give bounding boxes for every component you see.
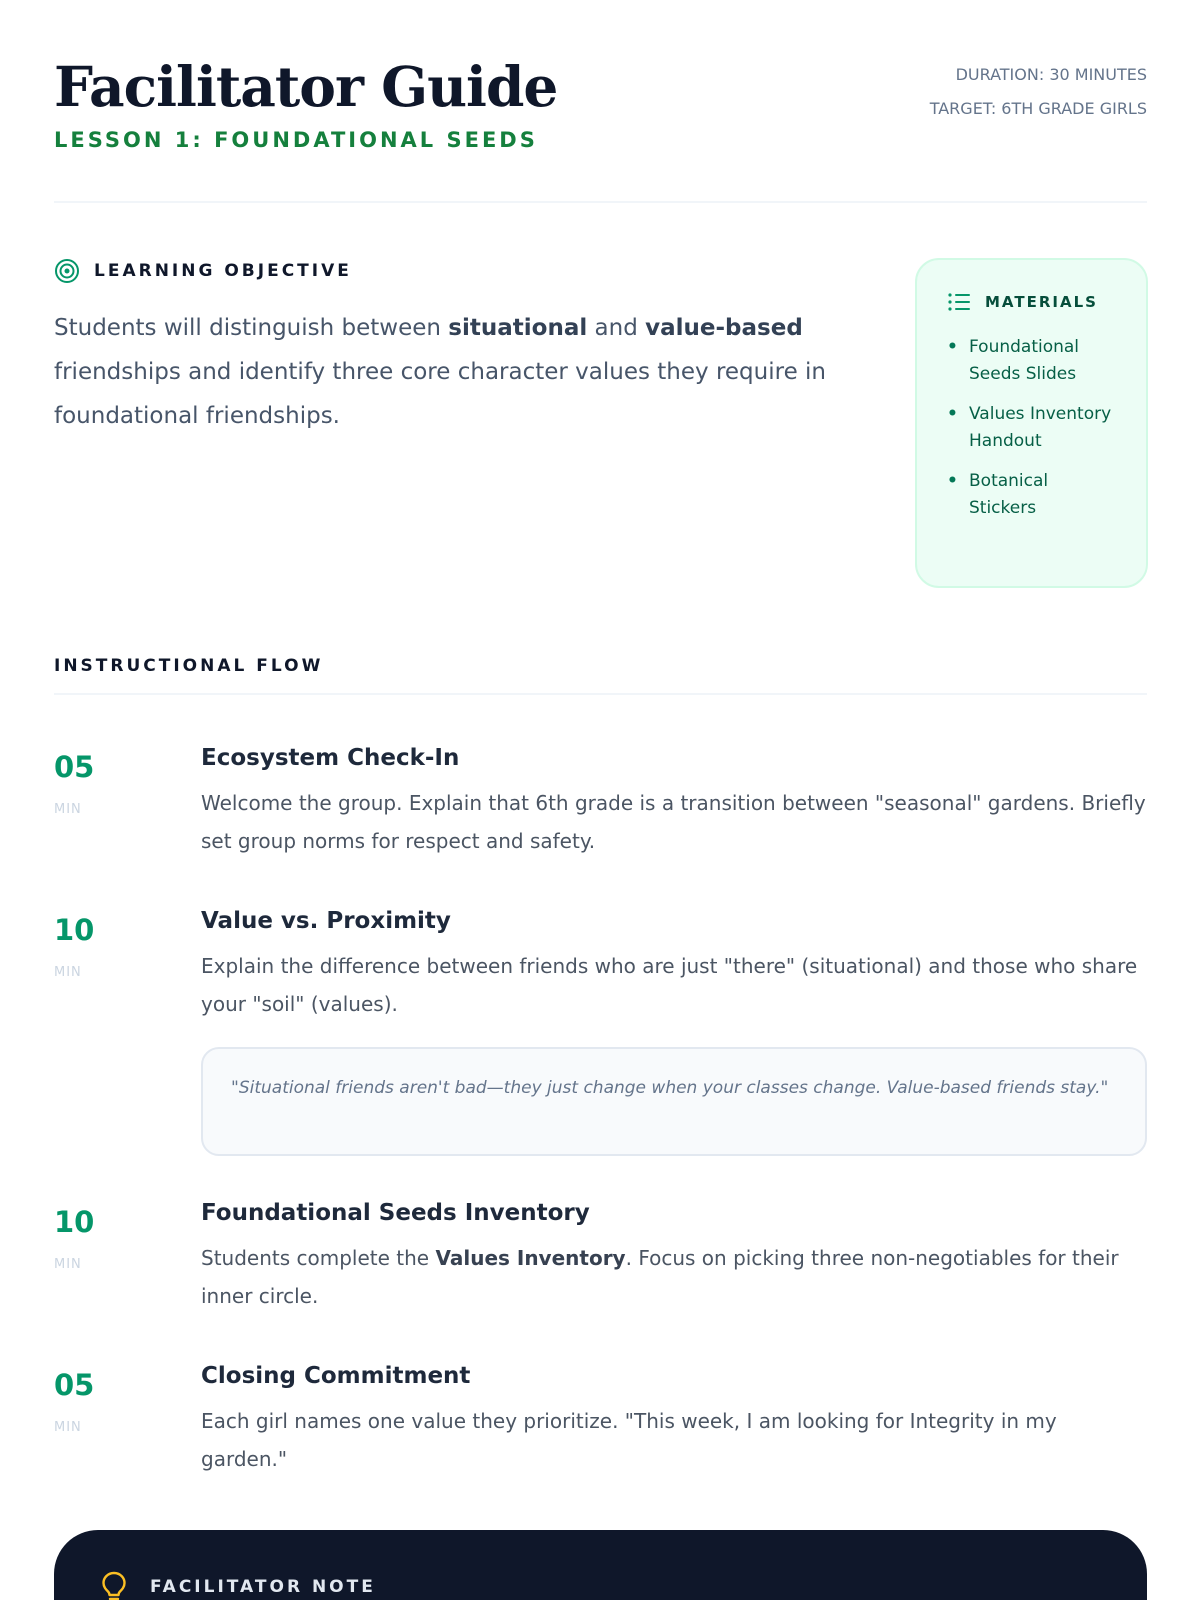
learning-objective — [54, 258, 854, 438]
materials-card — [915, 258, 1148, 588]
flow-step — [54, 1360, 1147, 1480]
flow-step — [54, 905, 1147, 1155]
step-unit: MIN — [54, 802, 82, 817]
duration-text: DURATION: 30 MINUTES — [955, 65, 1147, 84]
lesson-meta — [930, 58, 1147, 126]
step-title: Closing Commitment — [201, 1363, 471, 1389]
materials-list — [947, 334, 1116, 522]
step-title: Foundational Seeds Inventory — [201, 1200, 590, 1226]
objective-label: LEARNING OBJECTIVE — [94, 261, 352, 281]
materials-item: • Foundational Seeds Slides — [947, 334, 1116, 388]
quote-callout: "Situational friends aren't bad—they just change when your classes change. Value-based friends stay." — [201, 1047, 1147, 1156]
materials-item: • Botanical Stickers — [947, 468, 1116, 522]
objective-text: Students will distinguish between situational and value-based friendships and identify three core character values they require in foundational friendships. — [54, 315, 827, 429]
step-title: Value vs. Proximity — [201, 908, 451, 934]
header-divider — [54, 201, 1147, 203]
target-text: TARGET: 6TH GRADE GIRLS — [929, 99, 1147, 118]
lesson-subtitle: LESSON 1: FOUNDATIONAL SEEDS — [54, 128, 538, 152]
step-minutes: 10 — [54, 913, 95, 947]
step-description: Explain the difference between friends who are just "there" (situational) and those who share your "soil" (values). — [201, 954, 1138, 1016]
materials-label: MATERIALS — [985, 293, 1098, 311]
list-icon — [947, 292, 971, 312]
step-minutes: 05 — [54, 1368, 95, 1402]
step-description: Welcome the group. Explain that 6th grade is a transition between "seasonal" gardens. Briefly set group norms for respect and safety. — [201, 791, 1146, 853]
step-unit: MIN — [54, 1420, 82, 1435]
step-minutes: 05 — [54, 750, 95, 784]
flow-divider — [54, 693, 1147, 695]
facilitator-note-label: FACILITATOR NOTE — [150, 1577, 376, 1597]
step-unit: MIN — [54, 965, 82, 980]
step-title: Ecosystem Check-In — [201, 745, 460, 771]
target-icon — [54, 258, 80, 284]
step-unit: MIN — [54, 1257, 82, 1272]
instructional-flow-heading: INSTRUCTIONAL FLOW — [54, 656, 324, 676]
flow-step — [54, 1197, 1147, 1317]
page-header — [54, 52, 1147, 152]
step-description: Each girl names one value they prioritize. "This week, I am looking for Integrity in my garden." — [201, 1409, 1057, 1471]
flow-step — [54, 742, 1147, 862]
step-minutes: 10 — [54, 1205, 95, 1239]
step-description: Students complete the Values Inventory. Focus on picking three non-negotiables for their inner circle. — [201, 1246, 1119, 1308]
materials-item: • Values Inventory Handout — [947, 401, 1116, 455]
page-title: Facilitator Guide — [54, 54, 558, 119]
facilitator-note-panel — [54, 1530, 1147, 1600]
lightbulb-icon — [100, 1570, 128, 1600]
